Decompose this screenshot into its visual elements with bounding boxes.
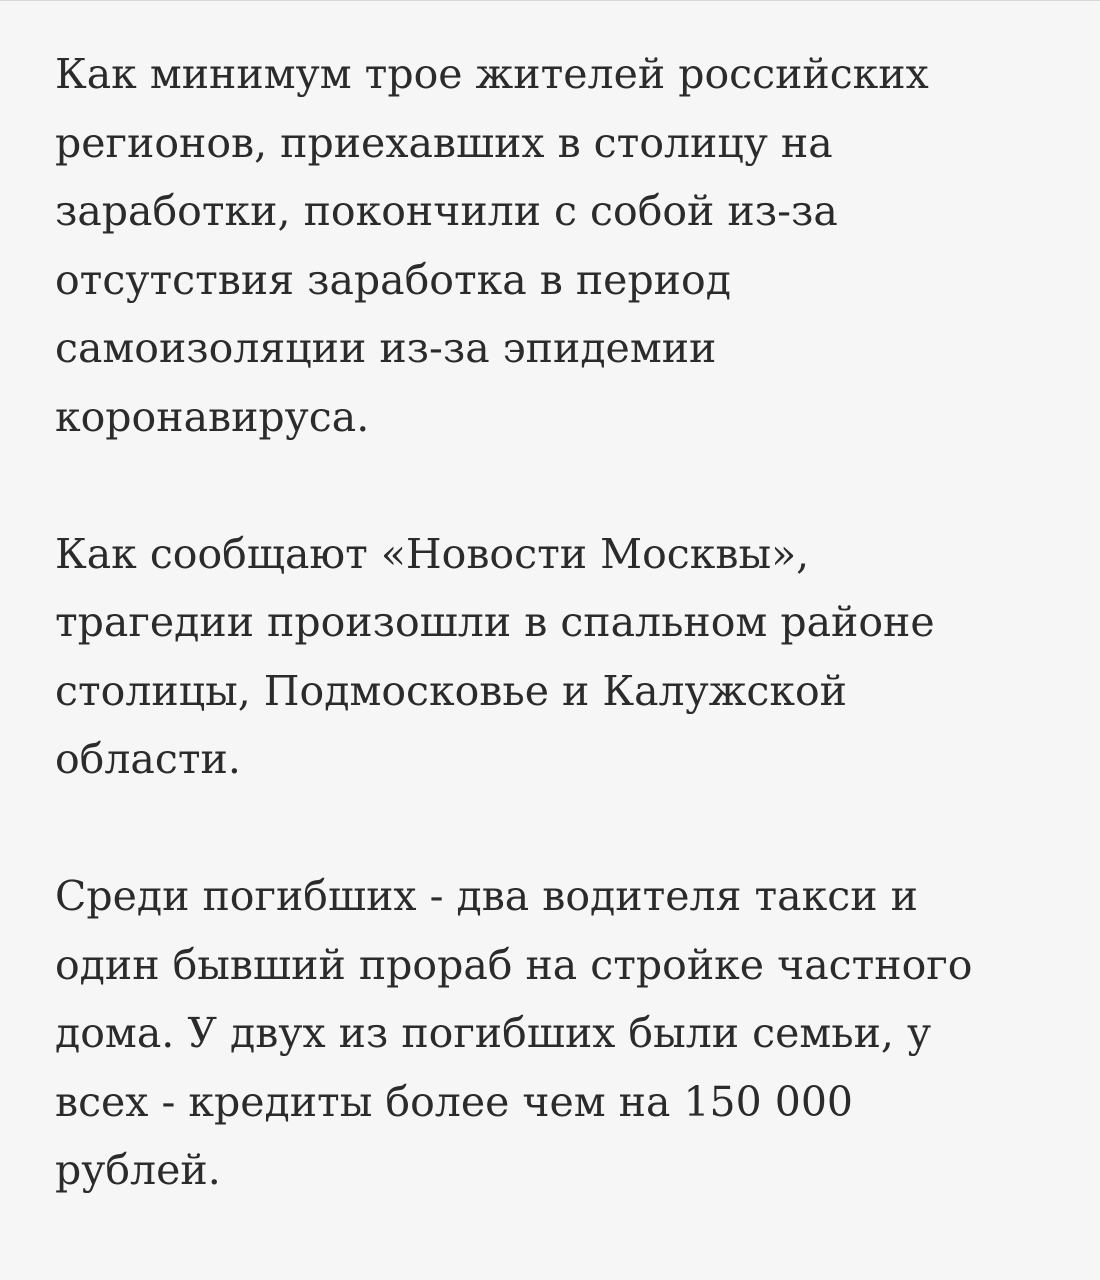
text-line: всех - кредиты более чем на 150 000 bbox=[55, 1077, 854, 1126]
text-line: Как минимум трое жителей российских bbox=[55, 50, 929, 98]
paragraph-1 bbox=[55, 40, 1075, 451]
text-line: рублей. bbox=[55, 1146, 221, 1194]
text-line: столицы, Подмосковье и Калужской bbox=[55, 666, 848, 715]
article-body bbox=[55, 40, 1075, 1273]
paragraph-3 bbox=[55, 862, 1075, 1205]
text-line: один бывший прораб на стройке частного bbox=[55, 940, 973, 989]
paragraph-2 bbox=[55, 520, 1075, 794]
text-line: дома. У двух из погибших были семьи, у bbox=[55, 1009, 932, 1057]
text-line: самоизоляции из-за эпидемии bbox=[55, 324, 717, 372]
text-line: Как сообщают «Новости Москвы», bbox=[55, 529, 810, 578]
text-line: области. bbox=[55, 735, 241, 783]
text-line: заработки, покончили с собой из-за bbox=[55, 187, 838, 235]
text-line: Среди погибших - два водителя такси и bbox=[55, 872, 918, 920]
text-line: регионов, приехавших в столицу на bbox=[55, 118, 833, 167]
top-divider bbox=[0, 0, 1100, 1]
text-line: коронавируса. bbox=[55, 392, 370, 441]
text-line: трагедии произошли в спальном районе bbox=[55, 598, 935, 646]
text-line: отсутствия заработка в период bbox=[55, 255, 731, 304]
